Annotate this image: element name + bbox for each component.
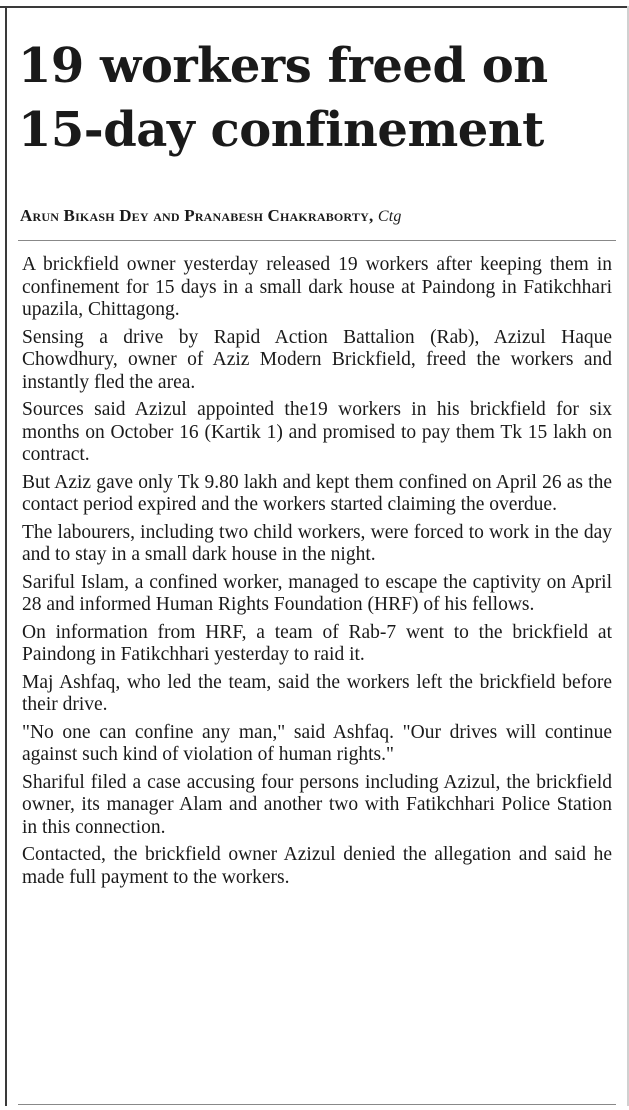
paragraph: Shariful filed a case accusing four persons including Azizul, the brickfield owner, its manager Alam and another two with Fatikchhari Police Station in this connection. [22,771,612,838]
headline [18,34,618,162]
paragraph: "No one can confine any man," said Ashfaq. "Our drives will continue against such kind of violation of human rights." [22,721,612,765]
paragraph: Sensing a drive by Rapid Action Battalion (Rab), Azizul Haque Chowdhury, owner of Aziz Modern Brickfield, freed the workers and instantly fled the area. [22,326,612,393]
headline-line-2: 15-day confinement [18,102,544,158]
paragraph: On information from HRF, a team of Rab-7 went to the brickfield at Paindong in Fatikchhari yesterday to raid it. [22,621,612,665]
headline-line-1: 19 workers freed on [18,38,548,94]
bottom-rule [18,1104,616,1105]
paragraph: Maj Ashfaq, who led the team, said the workers left the brickfield before their drive. [22,671,612,715]
paragraph: A brickfield owner yesterday released 19 workers after keeping them in confinement for 15 days in a small dark house at Paindong in Fatikchhari upazila, Chittagong. [22,254,612,320]
byline-authors: Arun Bikash Dey and Pranabesh Chakraborty, [20,206,374,225]
paragraph: But Aziz gave only Tk 9.80 lakh and kept them confined on April 26 as the contact period expired and the workers started claiming the overdue. [22,471,612,515]
paragraph: Contacted, the brickfield owner Azizul denied the allegation and said he made full payment to the workers. [22,844,612,888]
article-body [22,254,612,894]
paragraph: Sources said Azizul appointed the19 workers in his brickfield for six months on October 16 (Kartik 1) and promised to pay them Tk 15 lakh on contract. [22,399,612,465]
paragraph: The labourers, including two child workers, were forced to work in the day and to stay in a small dark house in the night. [22,521,612,565]
byline-dateline: Ctg [377,208,402,225]
left-column-rule [5,6,7,1106]
top-rule [0,6,629,8]
byline-rule [18,240,616,241]
paragraph: Sariful Islam, a confined worker, managed to escape the captivity on April 28 and informed Human Rights Foundation (HRF) of his fellows. [22,571,612,615]
byline [20,206,620,226]
